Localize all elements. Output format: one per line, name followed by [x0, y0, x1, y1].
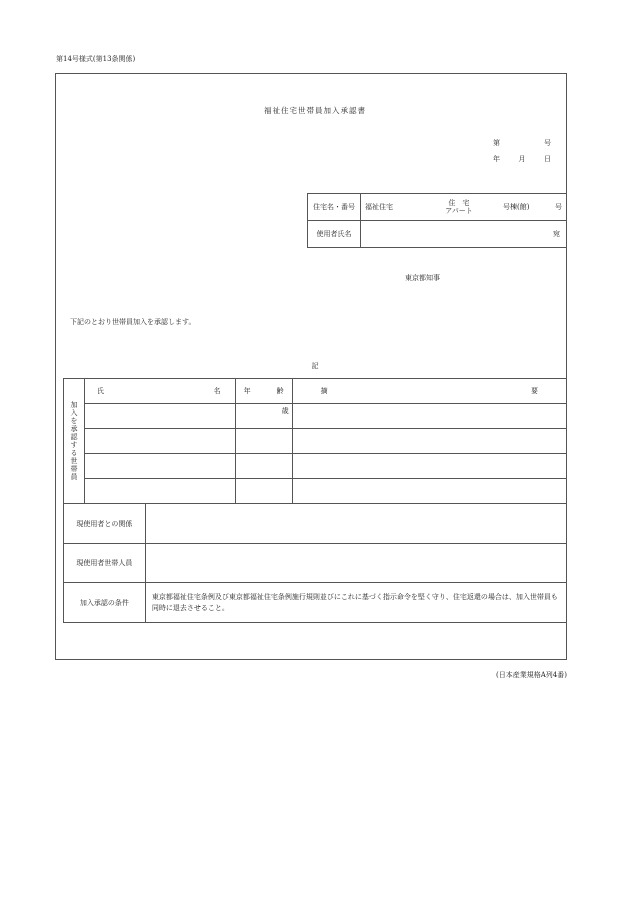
header-age: [235, 379, 292, 404]
honorific: 宛: [553, 230, 560, 238]
house-type: 福祉住宅: [365, 203, 393, 211]
condition-text: 東京都福祉住宅条例及び東京都福祉住宅条例施行規則並びにこれに基づく指示命令を堅く守り、住宅返還の場合は、加入世帯員も同時に退去させること。: [145, 583, 566, 623]
header-note: [292, 379, 566, 404]
number-suffix: 号: [544, 139, 551, 147]
header-age-1: 年: [243, 387, 251, 395]
footer-standard: (日本産業規格A列4番): [496, 671, 567, 679]
household-field[interactable]: [145, 544, 566, 583]
member-note-cell[interactable]: [292, 454, 566, 479]
member-name-cell[interactable]: [84, 404, 235, 429]
header-name-2: 名: [213, 387, 221, 395]
relation-label: 現使用者との関係: [64, 504, 146, 544]
user-name-label: 使用者氏名: [308, 221, 361, 248]
date-year: 年: [493, 155, 500, 163]
header-note-1: 摘: [320, 387, 328, 395]
header-age-2: 齢: [276, 387, 284, 395]
member-age-cell[interactable]: [235, 404, 292, 429]
date-line: [493, 154, 551, 164]
member-age-cell[interactable]: [235, 454, 292, 479]
header-name-1: 氏: [96, 387, 104, 395]
member-age-cell[interactable]: [235, 429, 292, 454]
room-label: 号: [555, 203, 562, 211]
document-title: 福祉住宅世帯員加入承認書: [264, 106, 366, 115]
member-age-cell[interactable]: [235, 479, 292, 504]
house-field[interactable]: [361, 194, 567, 221]
member-note-cell[interactable]: [292, 429, 566, 454]
members-side-label: 加入を承認する世帯員: [69, 401, 78, 481]
member-note-cell[interactable]: [292, 479, 566, 504]
members-side-label-cell: [64, 379, 85, 504]
condition-label: 加入承認の条件: [64, 583, 146, 623]
building-label: 号棟(館): [503, 203, 530, 211]
house-label: 住宅名・番号: [308, 194, 361, 221]
relation-field[interactable]: [145, 504, 566, 544]
member-note-cell[interactable]: [292, 404, 566, 429]
form-number-label: 第14号様式(第13条関係): [56, 55, 136, 63]
header-name: [84, 379, 235, 404]
member-name-cell[interactable]: [84, 429, 235, 454]
user-name-field[interactable]: [361, 221, 567, 248]
date-month: 月: [518, 155, 526, 163]
issuer: 東京都知事: [405, 274, 440, 282]
date-day: 日: [544, 155, 551, 163]
recipient-table: [307, 193, 567, 248]
number-prefix: 第: [493, 139, 500, 147]
ki-label: 記: [311, 362, 319, 370]
member-name-cell[interactable]: [84, 454, 235, 479]
member-name-cell[interactable]: [84, 479, 235, 504]
house-kind-2: アパート: [445, 207, 473, 215]
age-unit: 歳: [281, 407, 289, 415]
house-kind-1: 住 宅: [448, 199, 470, 207]
header-note-2: 要: [531, 387, 538, 395]
household-label: 現使用者世帯人員: [64, 544, 146, 583]
approval-number-line: [493, 138, 551, 148]
members-table: [63, 378, 567, 623]
notice-text: 下記のとおり世帯員加入を承認します。: [70, 318, 196, 326]
